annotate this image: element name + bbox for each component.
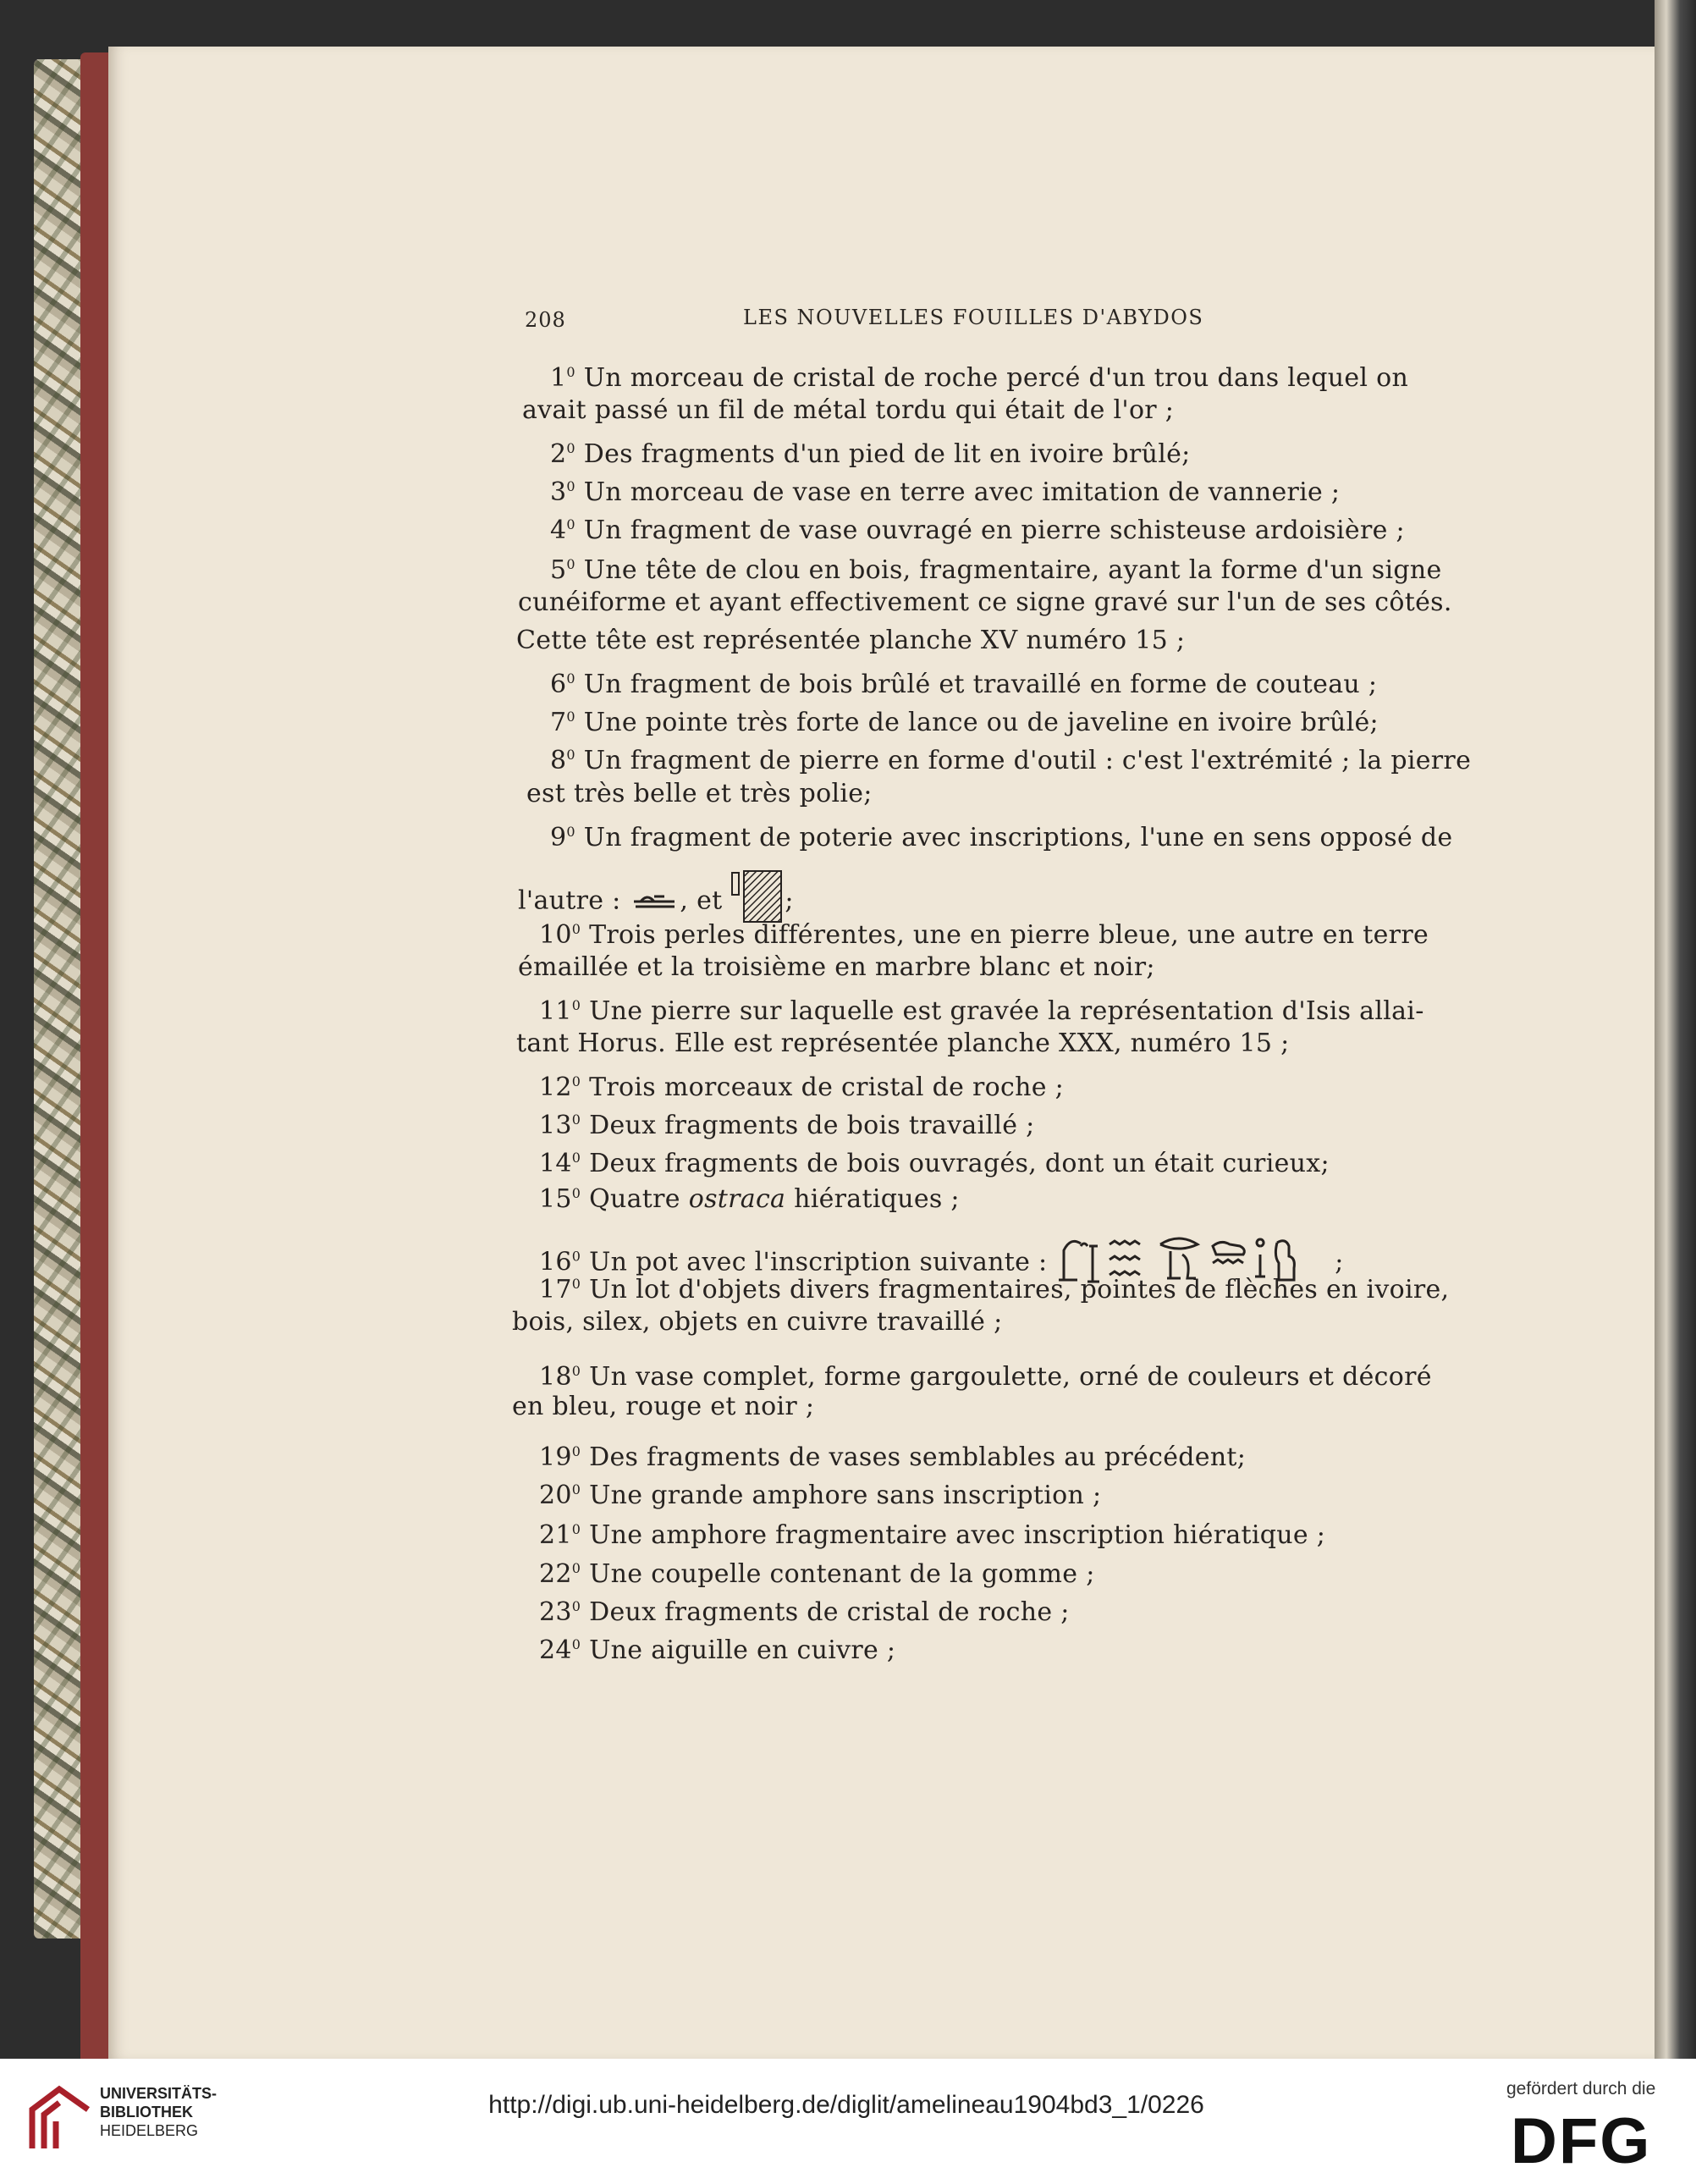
item-24-line [539, 1628, 895, 1668]
ordinal-mark: 0 [566, 516, 575, 532]
library-name-line-3: HEIDELBERG [100, 2122, 199, 2139]
item-16-number: 16 [539, 1247, 572, 1277]
item-11-line [539, 989, 1424, 1029]
item-number: 12 [539, 1073, 572, 1102]
item-number: 21 [539, 1520, 572, 1550]
item-15-text-after: hiératiques ; [785, 1184, 960, 1214]
item-number: 19 [539, 1442, 572, 1472]
line-text: Un fragment de pierre en forme d'outil : c'est l'extrémité ; la pierre [575, 746, 1472, 775]
line-text: Un lot d'objets divers fragmentaires, pointes de flèches en ivoire, [581, 1275, 1450, 1304]
line-text: Une grande amphore sans inscription ; [581, 1481, 1102, 1510]
item-3-line [550, 470, 1340, 510]
facing-page-edge [1655, 0, 1696, 2059]
item-5-line [550, 548, 1442, 587]
footer-bar [0, 2059, 1696, 2184]
item-22-line [539, 1552, 1095, 1591]
line-text: Une pierre sur laquelle est gravée la représentation d'Isis allai- [581, 996, 1424, 1026]
item-23-line [539, 1590, 1070, 1630]
continuation-line [526, 777, 873, 811]
item-number: 4 [550, 516, 567, 545]
line-text: Des fragments d'un pied de lit en ivoire brûlé; [575, 439, 1191, 469]
running-head-title: LES NOUVELLES FOUILLES D'ABYDOS [743, 306, 1204, 329]
line-text: Une amphore fragmentaire avec inscription hiératique ; [581, 1520, 1326, 1550]
ordinal-mark: 0 [566, 478, 575, 494]
item-14-line [539, 1141, 1330, 1181]
lautre-middle: , et [680, 885, 723, 916]
line-text: bois, silex, objets en cuivre travaillé ; [512, 1307, 1003, 1337]
ordinal-mark: 0 [571, 1443, 581, 1459]
library-name-line-1: UNIVERSITÄTS- [100, 2085, 218, 2102]
item-12-line [539, 1065, 1064, 1105]
item-6-line [550, 662, 1377, 702]
item-2-line [550, 432, 1191, 472]
item-17-line [539, 1267, 1449, 1307]
item-1-line [550, 356, 1408, 395]
line-text: Un morceau de vase en terre avec imitation de vannerie ; [575, 477, 1341, 507]
line-text: Des fragments de vases semblables au précédent; [581, 1442, 1247, 1472]
item-number: 3 [550, 477, 567, 507]
item-4-line [550, 508, 1405, 548]
item-number: 5 [550, 555, 567, 585]
item-number: 7 [550, 708, 567, 737]
dfg-logo: DFG [1511, 2105, 1652, 2177]
item-9-line [550, 815, 1452, 855]
continuation-line [512, 1390, 814, 1424]
line-text: Une aiguille en cuivre ; [581, 1635, 896, 1665]
item-number: 10 [539, 920, 572, 950]
line-text: tant Horus. Elle est représentée planche XXX, numéro 15 ; [516, 1029, 1290, 1058]
library-name-line-2: BIBLIOTHEK [100, 2104, 193, 2121]
item-number: 23 [539, 1597, 572, 1627]
ordinal-mark: 0 [566, 556, 575, 572]
ordinal-mark: 0 [566, 440, 575, 456]
item-number: 1 [550, 363, 567, 393]
ordinal-mark: 0 [571, 1560, 581, 1576]
line-text: émaillée et la troisième en marbre blanc et noir; [518, 952, 1155, 982]
ordinal-mark: 0 [566, 364, 575, 380]
ordinal-mark: 0 [566, 824, 575, 840]
item-13-line [539, 1103, 1035, 1143]
line-text: cunéiforme et ayant effectivement ce signe gravé sur l'un de ses côtés. [518, 587, 1452, 617]
line-text: Une coupelle contenant de la gomme ; [581, 1559, 1095, 1589]
lautre-after: ; [785, 885, 794, 916]
item-19-line [539, 1435, 1246, 1475]
continuation-line [518, 586, 1452, 620]
ordinal-mark: 0 [571, 1248, 581, 1265]
item-16-text: Un pot avec l'inscription suivante : [581, 1247, 1048, 1277]
line-text: Trois morceaux de cristal de roche ; [581, 1073, 1065, 1102]
line-text: Cette tête est représentée planche XV numéro 15 ; [516, 626, 1186, 655]
item-number: 18 [539, 1362, 572, 1392]
item-18-line [539, 1354, 1432, 1394]
line-text: avait passé un fil de métal tordu qui était de l'or ; [522, 395, 1175, 425]
continuation-line [516, 624, 1185, 658]
ordinal-mark: 0 [566, 747, 575, 763]
item-21-line [539, 1513, 1325, 1553]
line-text: Une tête de clou en bois, fragmentaire, ayant la forme d'un signe [575, 555, 1442, 585]
line-text: Un fragment de poterie avec inscriptions, l'une en sens opposé de [575, 823, 1453, 852]
ordinal-mark: 0 [571, 1111, 581, 1128]
item-20-line [539, 1473, 1101, 1513]
item-number: 22 [539, 1559, 572, 1589]
ordinal-mark: 0 [571, 1185, 581, 1201]
line-text: Un vase complet, forme gargoulette, orné de couleurs et décoré [581, 1362, 1432, 1392]
lautre-text: l'autre : [518, 885, 621, 916]
item-number: 9 [550, 823, 567, 852]
item-15-number: 15 [539, 1184, 572, 1214]
funding-caption: gefördert durch die [1506, 2079, 1656, 2099]
continuation-line [518, 951, 1155, 984]
continuation-line [512, 1305, 1002, 1339]
ordinal-mark: 0 [566, 709, 575, 725]
item-number: 14 [539, 1149, 572, 1178]
ordinal-mark: 0 [571, 1073, 581, 1089]
line-text: Un fragment de vase ouvragé en pierre schisteuse ardoisière ; [575, 516, 1405, 545]
item-10-line [539, 913, 1429, 952]
item-number: 17 [539, 1275, 572, 1304]
item-number: 13 [539, 1111, 572, 1140]
continuation-line [522, 394, 1174, 427]
line-text: Deux fragments de bois ouvragés, dont un était curieux; [581, 1149, 1330, 1178]
item-number: 20 [539, 1481, 572, 1510]
line-text: Un fragment de bois brûlé et travaillé en forme de couteau ; [575, 670, 1378, 699]
line-text: en bleu, rouge et noir ; [512, 1392, 815, 1421]
item-number: 24 [539, 1635, 572, 1665]
ordinal-mark: 0 [571, 997, 581, 1013]
item-16-after: ; [1335, 1247, 1344, 1277]
university-library-logo-icon [25, 2084, 95, 2154]
line-text: est très belle et très polie; [526, 779, 873, 808]
ordinal-mark: 0 [571, 1150, 581, 1166]
ordinal-mark: 0 [571, 1363, 581, 1379]
ordinal-mark: 0 [571, 1598, 581, 1614]
page-number: 208 [525, 308, 566, 332]
item-7-line [550, 700, 1379, 740]
line-text: Deux fragments de cristal de roche ; [581, 1597, 1070, 1627]
item-8-line [550, 738, 1471, 778]
continuation-line [516, 1027, 1290, 1061]
item-15-text-before: Quatre [581, 1184, 689, 1214]
line-text: Un morceau de cristal de roche percé d'un trou dans lequel on [575, 363, 1409, 393]
ordinal-mark: 0 [571, 921, 581, 937]
item-number: 8 [550, 746, 567, 775]
item-number: 11 [539, 996, 572, 1026]
line-text: Deux fragments de bois travaillé ; [581, 1111, 1035, 1140]
ordinal-mark: 0 [571, 1276, 581, 1292]
ordinal-mark: 0 [566, 670, 575, 687]
university-library-name [100, 2084, 217, 2140]
item-number: 2 [550, 439, 567, 469]
item-15-italic-word: ostraca [688, 1184, 786, 1214]
ordinal-mark: 0 [571, 1636, 581, 1652]
line-text: Trois perles différentes, une en pierre bleue, une autre en terre [581, 920, 1429, 950]
permalink-url[interactable]: http://digi.ub.uni-heidelberg.de/diglit/amelineau1904bd3_1/0226 [488, 2091, 1204, 2119]
ordinal-mark: 0 [571, 1521, 581, 1537]
ordinal-mark: 0 [571, 1481, 581, 1497]
item-15-line [539, 1177, 960, 1216]
line-text: Une pointe très forte de lance ou de javeline en ivoire brûlé; [575, 708, 1379, 737]
item-number: 6 [550, 670, 567, 699]
